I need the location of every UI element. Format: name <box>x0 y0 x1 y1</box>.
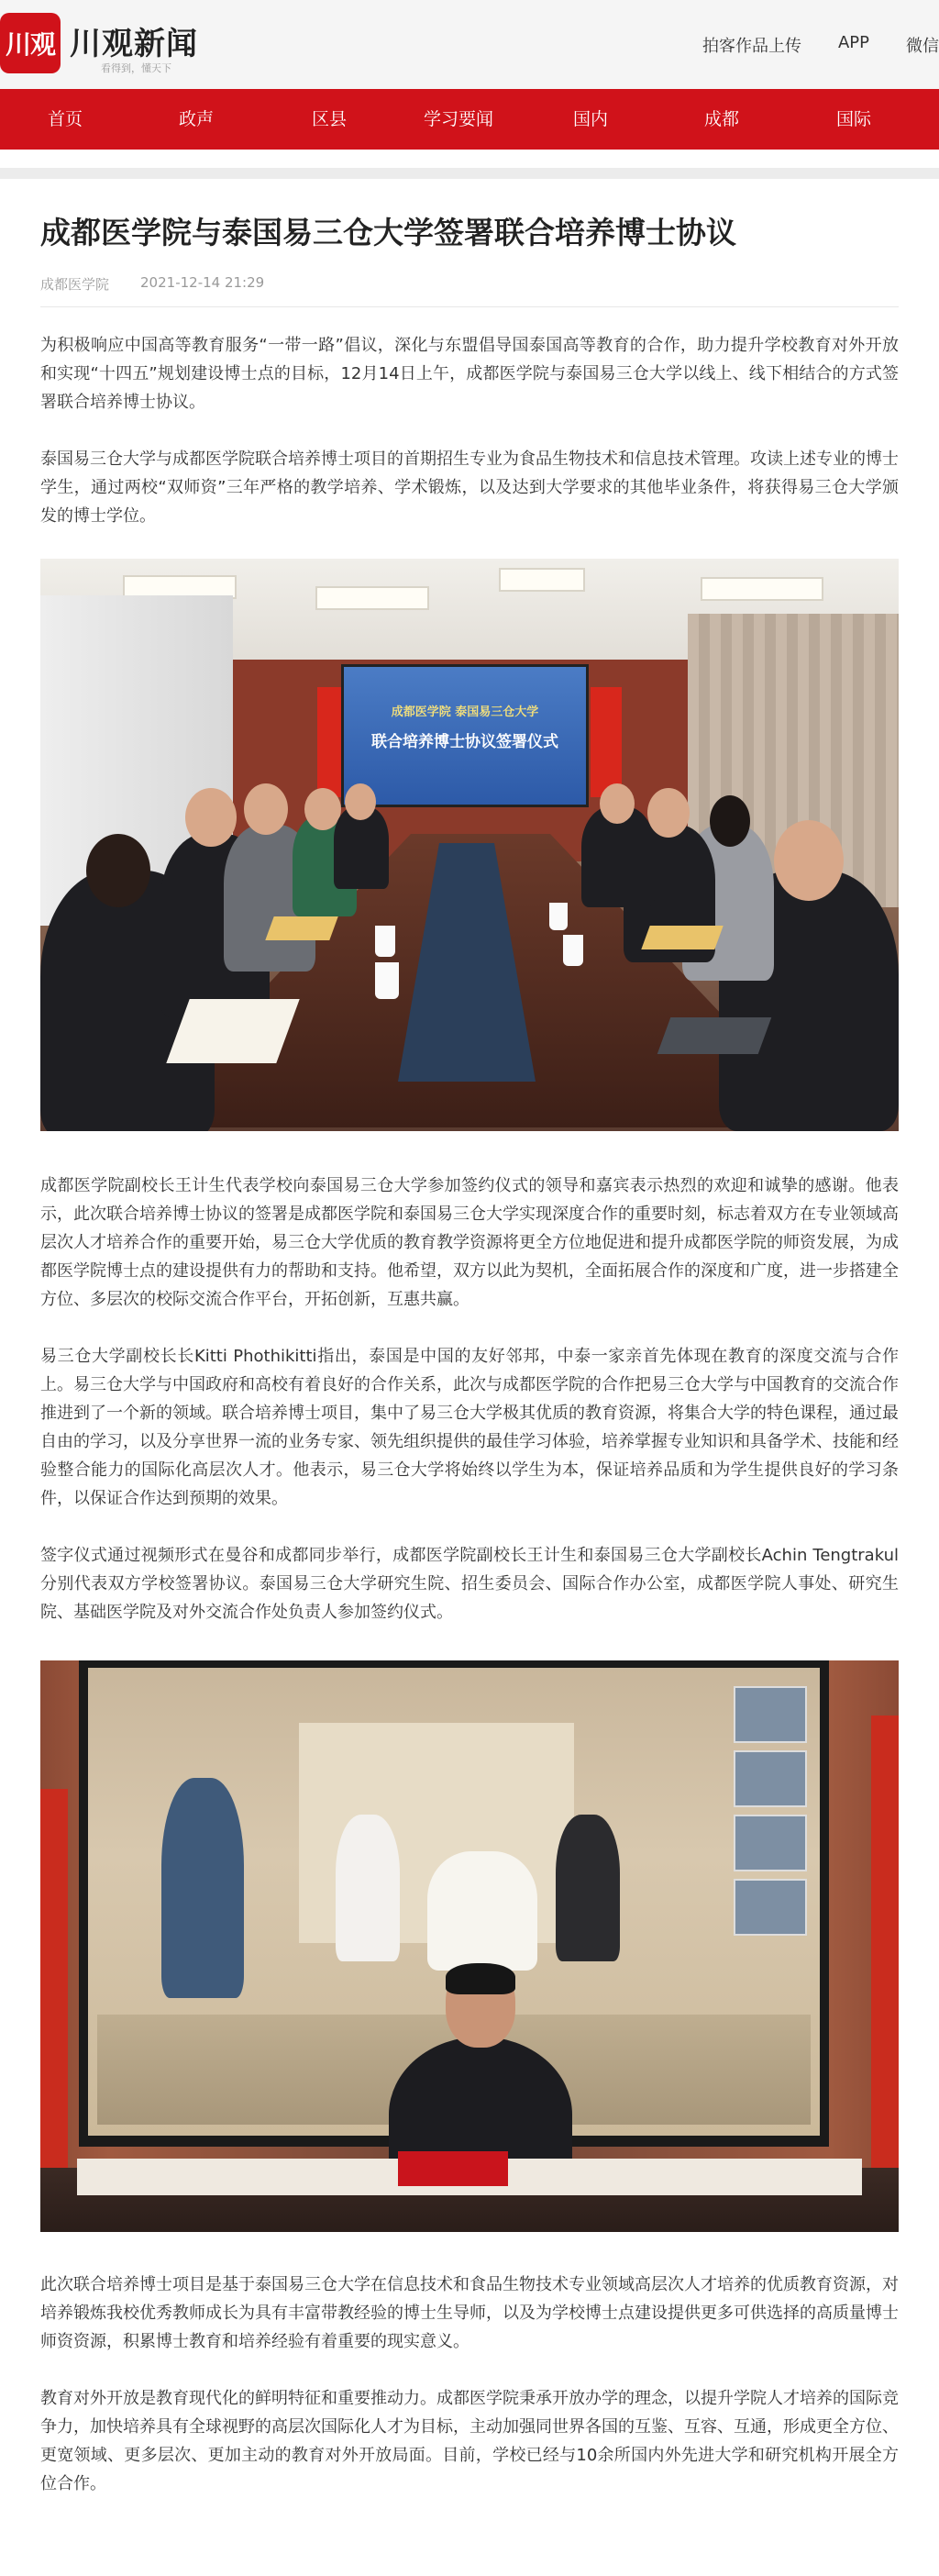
nav-item-districts[interactable]: 区县 <box>312 109 348 129</box>
paragraph: 为积极响应中国高等教育服务“一带一路”倡议，深化与东盟倡导国泰国高等教育的合作，助力提升学校教育对外开放和实现“十四五”规划建设博士点的目标，12月14日上午，成都医学院与泰国易三仓大学以线上、线下相结合的方式签署联合培养博士协议。 <box>40 336 899 412</box>
ceiling-light <box>499 568 585 592</box>
site-name[interactable]: 川观新闻 <box>70 26 198 62</box>
paragraph: 泰国易三仓大学与成都医学院联合培养博士项目的首期招生专业为食品生物技术和信息技术管理。攻读上述专业的博士学生，通过两校“双师资”三年严格的教学培养、学术锻炼，以及达到大学要求的其他毕业条件，将获得易三仓大学颁发的博士学位。 <box>40 450 899 526</box>
document-folder <box>265 916 337 940</box>
paragraph: 教育对外开放是教育现代化的鲜明特征和重要推动力。成都医学院秉承开放办学的理念，以提升学院人才培养的国际竞争力，加快培养具有全球视野的高层次国际化人才为目标，主动加强同世界各国的互鉴、互容、互通，形成更全方位、更宽领域、更多层次、更加主动的教育对外开放局面。目前，学校已经与10余所国内外先进大学和研究机构开展全方位合作。 <box>40 2389 899 2493</box>
header-links <box>702 33 939 57</box>
flag-right <box>871 1715 899 2193</box>
person-head <box>647 788 690 838</box>
nav-item-politics[interactable]: 政声 <box>179 109 215 129</box>
nav-item-domestic[interactable]: 国内 <box>573 109 609 129</box>
article-title: 成都医学院与泰国易三仓大学签署联合培养博士协议 <box>40 215 736 250</box>
main-nav <box>0 89 939 150</box>
projection-screen <box>341 664 589 807</box>
flag-left <box>40 1789 68 2193</box>
person-head <box>600 783 635 824</box>
nameplate <box>398 2151 508 2186</box>
cup <box>549 903 568 930</box>
meta-divider <box>40 306 899 307</box>
nav-item-home[interactable]: 首页 <box>48 109 83 129</box>
participant-thumbnail <box>734 1815 807 1871</box>
document-folder <box>641 926 723 949</box>
site-slogan: 看得到，懂天下 <box>101 62 171 74</box>
cup <box>375 962 399 999</box>
cup <box>563 935 583 966</box>
remote-person <box>427 1851 537 1971</box>
paragraph: 此次联合培养博士项目是基于泰国易三仓大学在信息技术和食品生物技术专业领域高层次人才培养的优质教育资源，对培养锻炼我校优秀教师成长为具有丰富带教经验的博士生导师，以及为学校博士点建设提供更多可供选择的高质量博士师资资源，积累博士教育和培养经验有着重要的现实意义。 <box>40 2275 899 2351</box>
participant-thumbnail <box>734 1686 807 1743</box>
cup <box>375 926 395 957</box>
ceiling-light <box>701 577 823 601</box>
paragraph: 成都医学院副校长王计生代表学校向泰国易三仓大学参加签约仪式的领导和嘉宾表示热烈的欢迎和诚挚的感谢。他表示，此次联合培养博士协议的签署是成都医学院和泰国易三仓大学实现深度合作的重要时刻，标志着双方在专业领域高层次人才培养合作的重要开始，易三仓大学优质的教育教学资源将更全方位地促进和提升成都医学院的师资发展，为成都医学院博士点的建设提供有力的帮助和支持。他希望，双方以此为契机，全面拓展合作的深度和广度，进一步搭建全方位、多层次的校际交流合作平台，开拓创新，互惠共赢。 <box>40 1176 899 1309</box>
person-head <box>244 783 288 835</box>
person-head <box>345 783 376 820</box>
document-paper <box>166 999 299 1063</box>
person-head <box>86 834 150 907</box>
app-link[interactable]: APP <box>837 33 869 52</box>
person-head <box>185 788 237 847</box>
nav-item-study[interactable]: 学习要闻 <box>424 109 494 129</box>
ceiling-light <box>315 586 429 610</box>
signing-ceremony-photo <box>40 559 899 1131</box>
person-head <box>710 795 750 847</box>
video-signing-photo <box>40 1660 899 2232</box>
flag-right <box>591 687 622 797</box>
remote-person <box>336 1815 400 1961</box>
nav-item-international[interactable]: 国际 <box>836 109 872 129</box>
laptop <box>657 1017 772 1054</box>
participant-thumbnail <box>734 1879 807 1936</box>
upload-link[interactable]: 拍客作品上传 <box>701 37 801 56</box>
article-datetime: 2021-12-14 21:29 <box>140 274 265 291</box>
wechat-link[interactable]: 微信 <box>906 37 939 56</box>
remote-person <box>161 1778 244 1998</box>
remote-person <box>556 1815 620 1961</box>
speaker-hair <box>446 1963 515 1994</box>
paragraph: 易三仓大学副校长长Kitti Phothikitti指出，泰国是中国的友好邻邦，中泰一家亲首先体现在教育的深度交流与合作上。易三仓大学与中国政府和高校有着良好的合作关系，此次与成都医学院的合作把易三仓大学与中国教育的交流合作推进到了一个新的领域。联合培养博士项目，集中了易三仓大学极其优质的教育资源，将集合大学的特色课程，通过最自由的学习，以及分享世界一流的业务专家、领先组织提供的最佳学习体验，培养掌握专业知识和具备学术、技能和经验整合能力的国际化高层次人才。他表示，易三仓大学将始终以学生为本，保证培养品质和为学生提供良好的学习条件，以保证合作达到预期的效果。 <box>40 1347 899 1508</box>
nav-item-chengdu[interactable]: 成都 <box>704 109 740 129</box>
article-source[interactable]: 成都医学院 <box>40 276 110 293</box>
site-header <box>0 0 939 89</box>
person-head <box>774 820 844 901</box>
article <box>0 179 939 2498</box>
divider-bar <box>0 168 939 179</box>
screen-line2: 联合培养博士协议签署仪式 <box>371 733 558 751</box>
screen-line1: 成都医学院 泰国易三仓大学 <box>391 705 539 719</box>
logo-mark[interactable]: 川观 <box>0 13 61 73</box>
participant-thumbnail <box>734 1750 807 1807</box>
participant-thumbnails <box>734 1686 807 1943</box>
paragraph: 签字仪式通过视频形式在曼谷和成都同步举行，成都医学院副校长王计生和泰国易三仓大学副校长Achin Tengtrakul分别代表双方学校签署协议。泰国易三仓大学研究生院、招生委员会、国际合作办公室，成都医学院人事处、研究生院、基础医学院及对外交流合作处负责人参加签约仪式。 <box>40 1546 899 1622</box>
article-meta <box>40 274 899 294</box>
